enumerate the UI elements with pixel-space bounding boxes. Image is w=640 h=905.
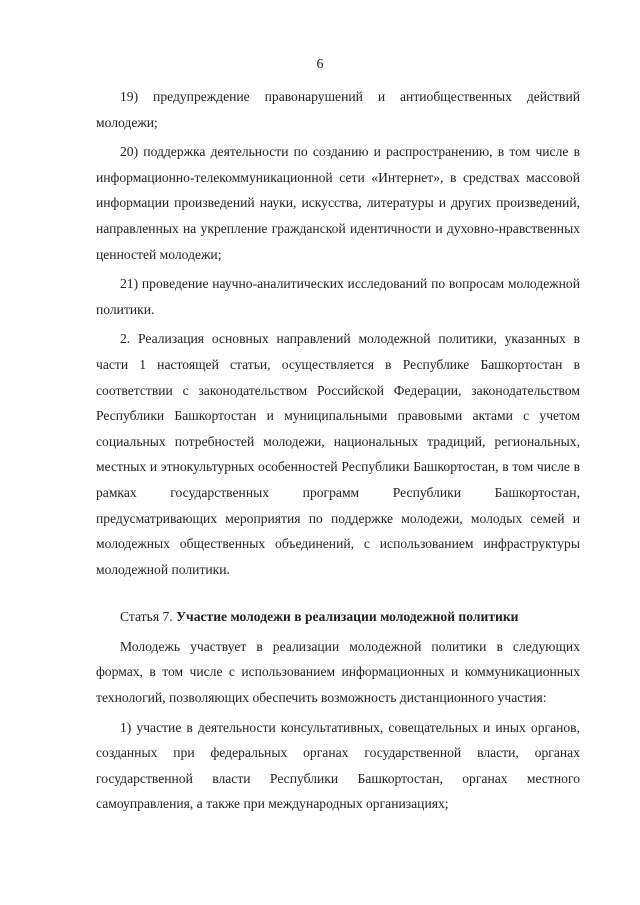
paragraph-item-19: 19) предупреждение правонарушений и антиобщественных действий молодежи; <box>96 89 580 130</box>
article-7-item-1: 1) участие в деятельности консультативных, совещательных и иных органов, созданных при федеральных органах государственной власти, органах государственной власти Республики Башкортостан, органах местного самоуправления, а также при международных организациях; <box>96 719 580 812</box>
article-7-heading <box>96 604 580 630</box>
paragraph-item-20: 20) поддержка деятельности по созданию и распространению, в том числе в информационно-телекоммуникационной сети «Интернет», в средствах массовой информации произведений науки, искусства, литературы и других произведений, направленных на укрепление гражданской идентичности и духовно-нравственных ценностей молодежи; <box>96 144 580 262</box>
paragraph-item-21: 21) проведение научно-аналитических исследований по вопросам молодежной политики. <box>96 276 580 317</box>
article-7-title: Участие молодежи в реализации молодежной политики <box>176 609 519 625</box>
paragraph-part-2: 2. Реализация основных направлений молодежной политики, указанных в части 1 настоящей статьи, осуществляется в Республике Башкортостан в соответствии с законодательством Российской Федерации, законодательством Республики Башкортостан и муниципальными правовыми актами с учетом социальных потребностей молодежи, национальных традиций, региональных, местных и этнокультурных особенностей Республики Башкортостан, в том числе в рамках государственных программ Республики Башкортостан, предусматривающих мероприятия по поддержке молодежи, молодых семей и молодежных общественных объединений, с использованием инфраструктуры молодежной политики. <box>96 331 580 577</box>
document-body <box>96 84 580 817</box>
article-7-label: Статья 7. <box>120 609 177 625</box>
article-7-intro: Молодежь участвует в реализации молодежной политики в следующих формах, в том числе с использованием информационных и коммуникационных технологий, позволяющих обеспечить возможность дистанционного участия: <box>96 638 580 706</box>
page-number: 6 <box>316 57 324 72</box>
